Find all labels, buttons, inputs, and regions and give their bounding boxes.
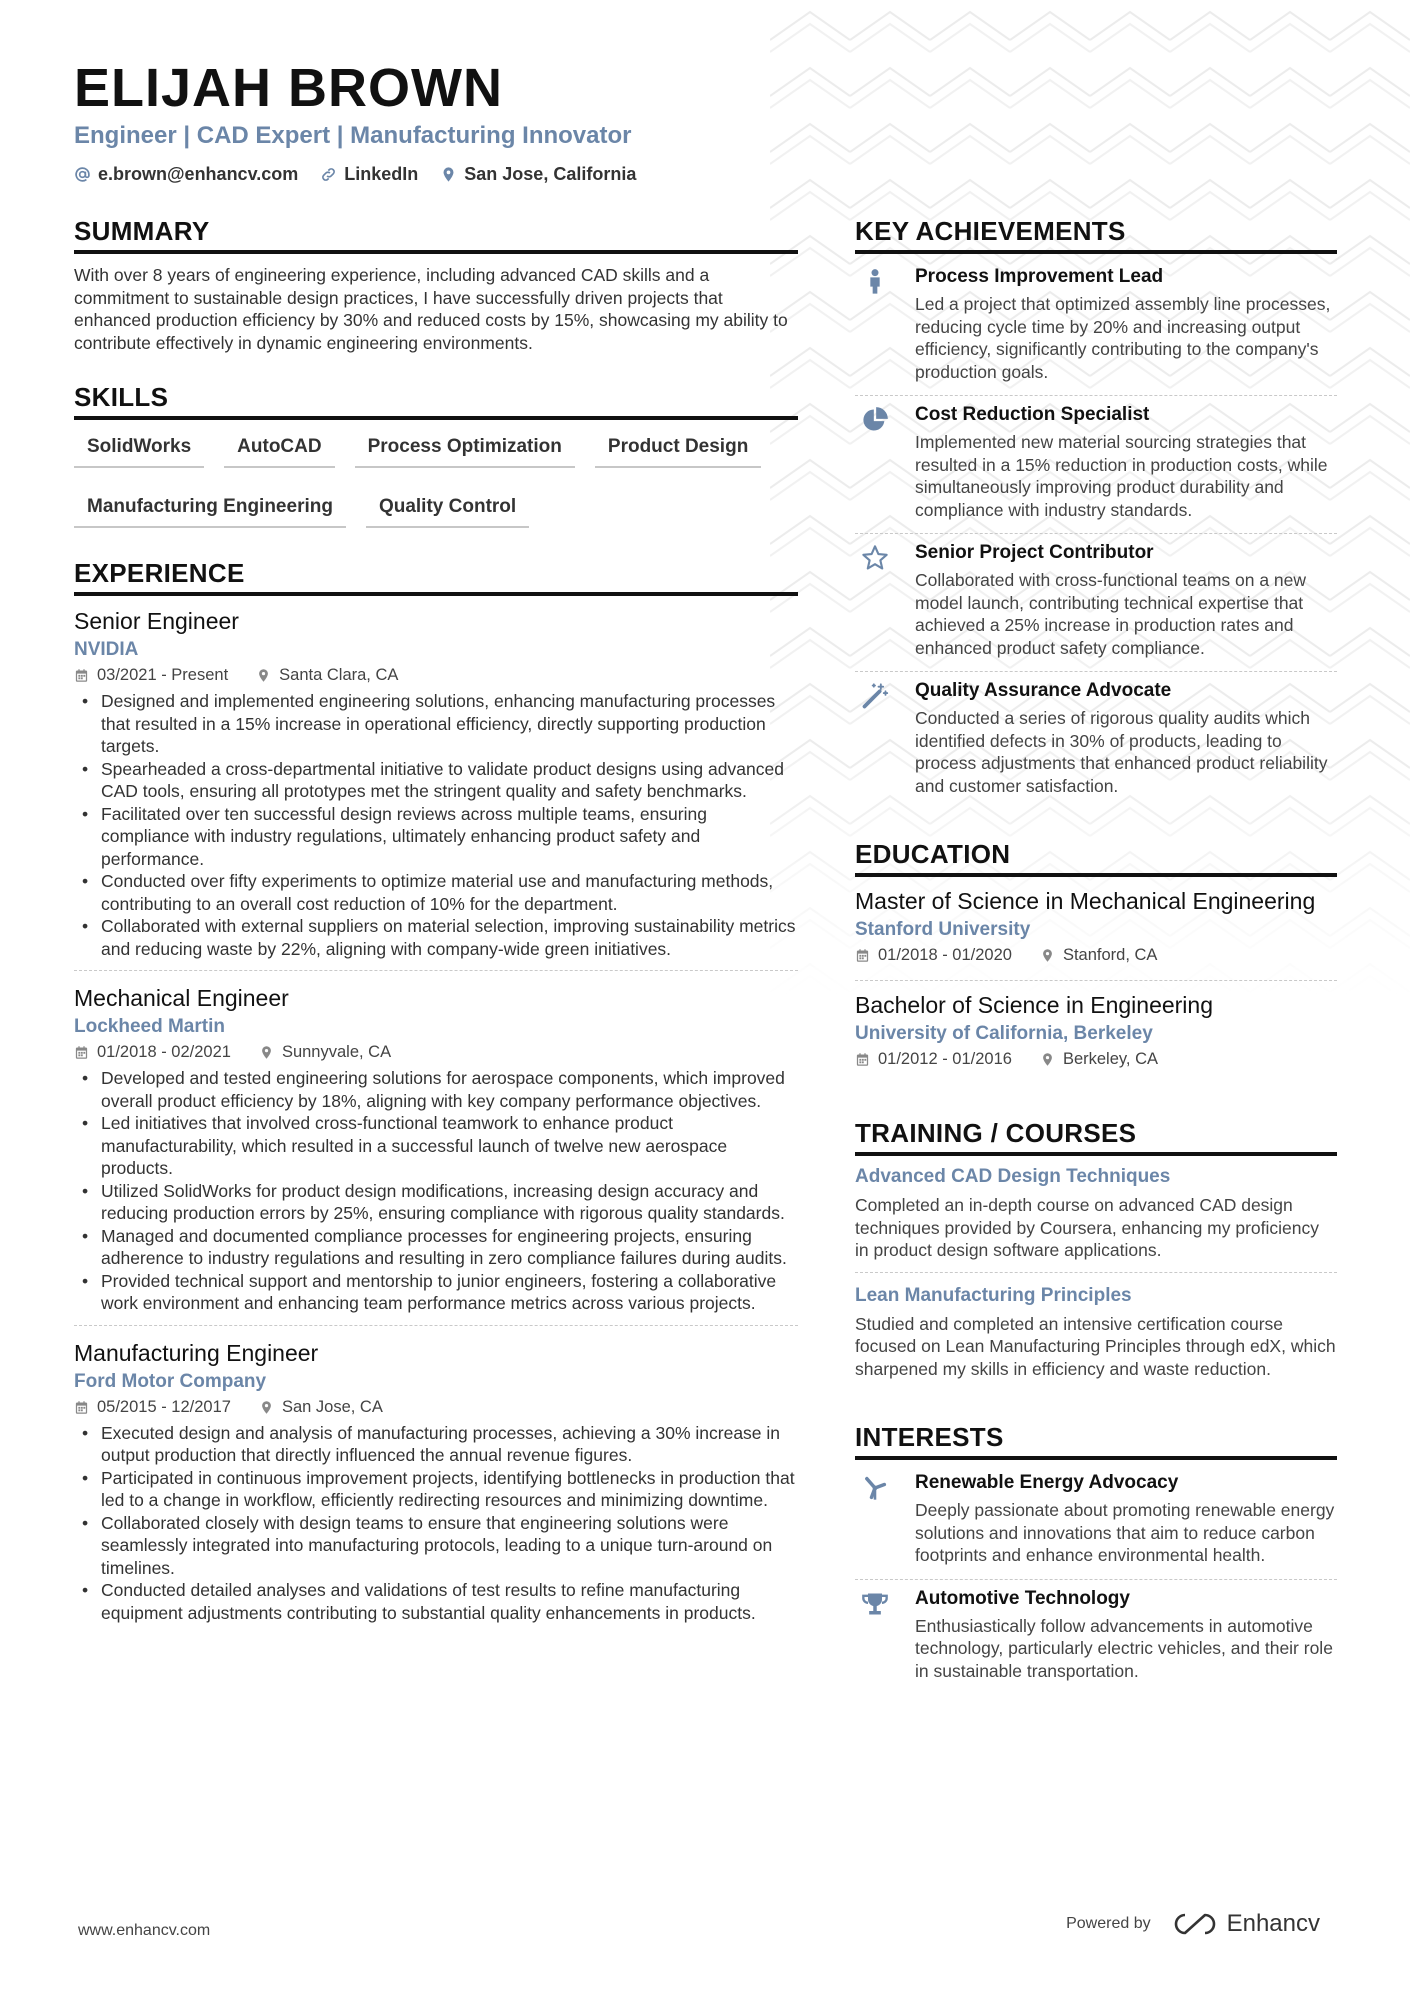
map-pin-icon: [259, 1045, 274, 1060]
interest-title: Renewable Energy Advocacy: [915, 1472, 1179, 1493]
interest-item: [855, 1464, 1337, 1580]
interests-heading: INTERESTS: [855, 1422, 1337, 1460]
experience-entry: [74, 606, 798, 971]
calendar-icon: [855, 1052, 870, 1067]
education-dates-text: 01/2012 - 01/2016: [878, 1050, 1012, 1068]
candidate-tagline: Engineer | CAD Expert | Manufacturing Innovator: [74, 122, 632, 149]
map-pin-icon: [256, 668, 271, 683]
interest-desc: Enthusiastically follow advancements in automotive technology, particularly electric vehicles, and their role in sustainable transportation.: [915, 1615, 1333, 1681]
job-dates-text: 03/2021 - Present: [97, 666, 229, 684]
link-icon: [320, 166, 337, 183]
map-pin-icon: [259, 1400, 274, 1415]
degree-title: Master of Science in Mechanical Engineering: [855, 888, 1316, 914]
job-location-text: San Jose, CA: [281, 1397, 383, 1416]
job-location: [259, 1398, 383, 1417]
job-bullets: [74, 1067, 798, 1315]
experience-section: [74, 558, 798, 1634]
education-location: [1040, 946, 1157, 965]
education-section: [855, 839, 1337, 1084]
experience-heading: EXPERIENCE: [74, 558, 798, 596]
education-heading: EDUCATION: [855, 839, 1337, 877]
job-dates: [74, 1043, 231, 1062]
course-entry: [855, 1285, 1337, 1391]
job-bullet: • Executed design and analysis of manufacturing processes, achieving a 30% increase in output production that directly influenced the annual revenue figures.: [74, 1422, 798, 1467]
training-section: [855, 1118, 1337, 1390]
location-text: San Jose, California: [464, 164, 637, 184]
magic-wand-icon: [861, 682, 889, 710]
job-bullet: • Utilized SolidWorks for product design modifications, increasing design accuracy and reducing production errors by 25%, ensuring compliance with rigorous quality standards.: [74, 1180, 798, 1225]
degree-title: Bachelor of Science in Engineering: [855, 992, 1214, 1018]
skills-section: [74, 382, 798, 528]
wind-turbine-icon: [861, 1474, 889, 1502]
footer-branding: [1066, 1910, 1320, 1938]
school-name: University of California, Berkeley: [855, 1023, 1153, 1044]
footer-website[interactable]: www.enhancv.com: [78, 1922, 211, 1939]
job-bullet: • Conducted detailed analyses and validations of test results to refine manufacturing equipment adjustments contributing to substantial quality enhancements in products.: [74, 1579, 798, 1624]
company-name: Lockheed Martin: [74, 1016, 225, 1037]
interest-title: Automotive Technology: [915, 1587, 1130, 1609]
job-bullets: [74, 690, 798, 960]
education-location-text: Stanford, CA: [1062, 946, 1158, 964]
education-meta: [855, 946, 1337, 965]
education-location: [1040, 1050, 1158, 1069]
achievement-title: Cost Reduction Specialist: [915, 404, 1150, 425]
skill-tag: Quality Control: [366, 490, 529, 528]
summary-section: [74, 216, 798, 354]
interests-section: [855, 1422, 1337, 1694]
achievements-heading: KEY ACHIEVEMENTS: [855, 216, 1337, 254]
interest-desc: Deeply passionate about promoting renewable energy solutions and innovations that aim to reduce carbon footprints and enhance environmental health.: [915, 1500, 1335, 1565]
job-bullet: • Designed and implemented engineering solutions, enhancing manufacturing processes that resulted in a 15% increase in operational efficiency, directly supporting production targets.: [74, 690, 798, 758]
course-title: Lean Manufacturing Principles: [855, 1284, 1132, 1306]
calendar-icon: [74, 1400, 89, 1415]
achievements-section: [855, 216, 1337, 809]
achievement-item: [855, 672, 1337, 809]
achievement-desc: Collaborated with cross-functional teams on a new model launch, contributing technical expertise that achieved a 25% increase in production rates and enhanced product safety compliance.: [915, 570, 1307, 658]
training-heading: TRAINING / COURSES: [855, 1118, 1337, 1156]
job-bullet: • Facilitated over ten successful design reviews across multiple teams, ensuring compliance with industry regulations, ultimately enhancing product safety and performance.: [74, 803, 798, 871]
left-column: [74, 216, 798, 1662]
job-title: Mechanical Engineer: [74, 985, 289, 1011]
enhancv-logo-icon: [1171, 1911, 1219, 1937]
interest-item: [855, 1580, 1337, 1695]
job-meta: [74, 1043, 798, 1062]
job-meta: [74, 666, 798, 685]
job-bullet: • Collaborated closely with design teams to ensure that engineering solutions were seamlessly integrated into manufacturing protocols, leading to a unique turn-around on timelines.: [74, 1512, 798, 1580]
calendar-icon: [74, 668, 89, 683]
person-icon: [861, 268, 889, 296]
map-pin-icon: [1040, 948, 1055, 963]
job-location-text: Sunnyvale, CA: [281, 1043, 392, 1061]
job-bullet: • Provided technical support and mentorship to junior engineers, fostering a collaborative work environment and enhancing team performance metrics across various projects.: [74, 1270, 798, 1315]
job-title: Senior Engineer: [74, 608, 239, 634]
pie-chart-icon: [861, 406, 889, 434]
skill-tag: Product Design: [595, 430, 761, 468]
calendar-icon: [74, 1045, 89, 1060]
right-column: [855, 216, 1337, 1722]
education-entry: [855, 887, 1337, 981]
job-dates: [74, 666, 228, 685]
map-pin-icon: [440, 166, 457, 183]
school-name: Stanford University: [855, 919, 1031, 940]
skill-tag: Manufacturing Engineering: [74, 490, 346, 528]
powered-by-label: Powered by: [1066, 1915, 1151, 1932]
achievement-title: Senior Project Contributor: [915, 542, 1154, 563]
course-title: Advanced CAD Design Techniques: [855, 1166, 1171, 1187]
candidate-name: ELIJAH BROWN: [74, 58, 503, 118]
job-bullet: • Spearheaded a cross-departmental initiative to validate product designs using advanced CAD tools, ensuring all prototypes met the stringent quality and safety benchmarks.: [74, 758, 798, 803]
skill-tag: SolidWorks: [74, 430, 204, 468]
job-bullet: • Managed and documented compliance processes for engineering projects, ensuring adherence to industry regulations and resulting in zero compliance failures during audits.: [74, 1225, 798, 1270]
contact-bar: [74, 164, 636, 185]
job-bullet: • Collaborated with external suppliers on material selection, improving sustainability metrics and reducing waste by 22%, aligning with company-wide green initiatives.: [74, 915, 798, 960]
job-bullet: • Conducted over fifty experiments to optimize material use and manufacturing methods, contributing to an overall cost reduction of 10% for the department.: [74, 870, 798, 915]
course-desc: Studied and completed an intensive certification course focused on Lean Manufacturing Principles through edX, which sharpened my skills in efficiency and waste reduction.: [855, 1313, 1336, 1379]
company-name: Ford Motor Company: [74, 1370, 267, 1392]
job-dates: [74, 1398, 231, 1417]
trophy-icon: [861, 1590, 889, 1618]
skill-tag: AutoCAD: [224, 430, 334, 468]
course-entry: [855, 1166, 1337, 1273]
map-pin-icon: [1040, 1052, 1055, 1067]
linkedin-text: LinkedIn: [344, 164, 419, 184]
job-location-text: Santa Clara, CA: [279, 666, 399, 684]
at-sign-icon: [74, 166, 91, 183]
job-location: [256, 666, 398, 685]
education-dates: [855, 1050, 1012, 1069]
star-icon: [861, 544, 889, 572]
email-text: e.brown@enhancv.com: [98, 164, 299, 184]
achievement-item: [855, 534, 1337, 672]
job-title: Manufacturing Engineer: [74, 1339, 319, 1366]
enhancv-logo[interactable]: [1171, 1910, 1320, 1938]
resume-header: [74, 56, 636, 185]
education-location-text: Berkeley, CA: [1062, 1050, 1159, 1068]
enhancv-logo-text: Enhancv: [1226, 1910, 1320, 1937]
experience-entry: [74, 983, 798, 1326]
achievement-desc: Conducted a series of rigorous quality audits which identified defects in 30% of products, leading to process adjustments that enhanced product reliability and customer satisfaction.: [915, 708, 1328, 796]
education-entry: [855, 991, 1337, 1084]
skill-tag: Process Optimization: [355, 430, 575, 468]
achievement-desc: Led a project that optimized assembly line processes, reducing cycle time by 20% and increasing output efficiency, significantly contributing to the company's production goals.: [915, 294, 1331, 382]
job-dates-text: 05/2015 - 12/2017: [97, 1397, 231, 1416]
job-bullets: [74, 1422, 798, 1625]
company-name: NVIDIA: [74, 639, 139, 660]
achievement-title: Quality Assurance Advocate: [915, 680, 1172, 701]
calendar-icon: [855, 948, 870, 963]
location-contact: [440, 164, 636, 185]
education-dates: [855, 946, 1012, 965]
achievement-desc: Implemented new material sourcing strategies that resulted in a 15% reduction in production costs, while simultaneously improving product durability and compliance with industry standards.: [915, 432, 1328, 520]
job-bullet: • Participated in continuous improvement projects, identifying bottlenecks in production that led to a change in workflow, efficiently redirecting resources and minimizing downtime.: [74, 1467, 798, 1512]
summary-text: With over 8 years of engineering experience, including advanced CAD skills and a commitment to sustainable design practices, I have successfully driven projects that enhanced production efficiency by 30% and reduced costs by 15%, showcasing my ability to contribute effectively in dynamic engineering environments.: [74, 265, 788, 353]
job-dates-text: 01/2018 - 02/2021: [97, 1043, 231, 1061]
email-contact[interactable]: [74, 164, 298, 185]
skills-heading: SKILLS: [74, 382, 798, 420]
experience-entry: [74, 1338, 798, 1635]
achievement-title: Process Improvement Lead: [915, 266, 1164, 287]
job-meta: [74, 1398, 798, 1417]
achievement-item: [855, 258, 1337, 396]
summary-heading: SUMMARY: [74, 216, 798, 254]
education-dates-text: 01/2018 - 01/2020: [878, 946, 1012, 964]
job-bullet: • Developed and tested engineering solutions for aerospace components, which improved overall product efficiency by 18%, aligning with key company performance objectives.: [74, 1067, 798, 1112]
job-bullet: • Led initiatives that involved cross-functional teamwork to enhance product manufacturability, which resulted in a successful launch of twelve new aerospace products.: [74, 1112, 798, 1180]
achievement-item: [855, 396, 1337, 534]
job-location: [259, 1043, 391, 1062]
skills-list: [74, 430, 798, 528]
linkedin-contact[interactable]: [320, 164, 418, 185]
course-desc: Completed an in-depth course on advanced CAD design techniques provided by Coursera, enhancing my proficiency in product design software applications.: [855, 1195, 1320, 1260]
education-meta: [855, 1050, 1337, 1069]
